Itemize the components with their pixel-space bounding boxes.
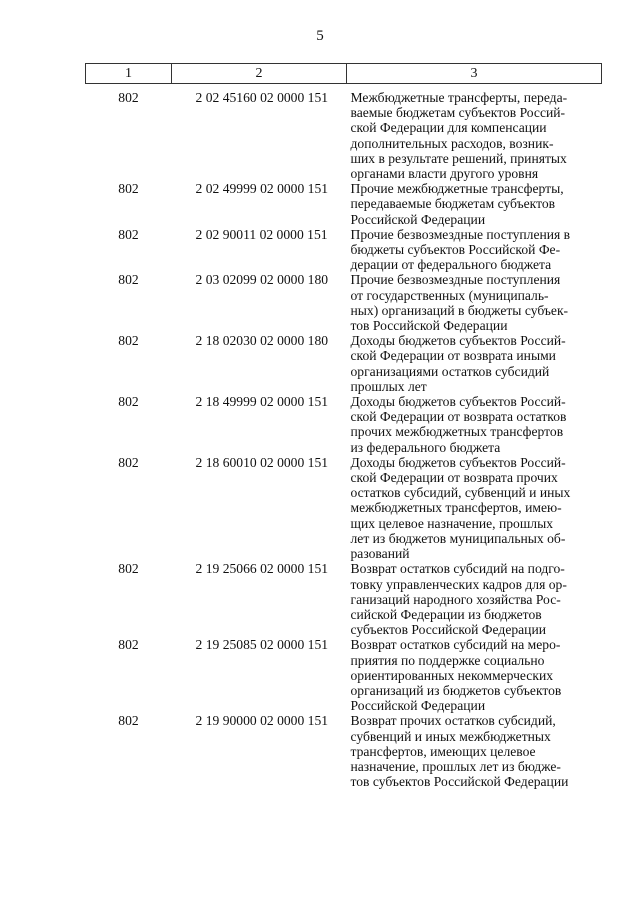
- income-code-cell: 2 19 90000 02 0000 151: [195, 713, 329, 729]
- income-name-line: трансфертов, имеющих целевое: [350, 743, 536, 759]
- income-name-cell: [347, 84, 602, 182]
- income-name-line: назначение, прошлых лет из бюдже-: [350, 758, 561, 774]
- income-name-line: Доходы бюджетов субъектов Россий-: [350, 394, 566, 410]
- income-name-line: сийской Федерации из бюджетов: [350, 606, 542, 622]
- column-header-1: 1: [86, 64, 172, 84]
- income-name-line: передаваемые бюджетам субъектов: [350, 196, 556, 212]
- income-name-line: организаций из бюджетов субъектов: [350, 682, 562, 698]
- income-name-line: дерации от федерального бюджета: [350, 257, 552, 273]
- table-row: [86, 455, 602, 561]
- income-name-cell: [347, 561, 602, 637]
- income-codes-table: [85, 63, 602, 789]
- table-row: [86, 713, 602, 789]
- admin-code-cell: 802: [118, 637, 139, 653]
- income-name-line: тов субъектов Российской Федерации: [350, 774, 569, 790]
- income-name-cell: [347, 272, 602, 333]
- income-name-line: ваемые бюджетам субъектов Россий-: [350, 105, 566, 121]
- income-name-line: ных) организаций в бюджеты субъек-: [350, 302, 569, 318]
- income-name-line: ской Федерации от возврата остатков: [350, 409, 567, 425]
- table-row: [86, 637, 602, 713]
- admin-code-cell: 802: [118, 394, 139, 410]
- admin-code-cell: 802: [118, 713, 139, 729]
- income-name-line: ориентированных некоммерческих: [350, 667, 554, 683]
- table-row: [86, 84, 602, 182]
- income-name-line: Возврат остатков субсидий на меро-: [350, 637, 561, 653]
- income-code-cell: 2 02 49999 02 0000 151: [195, 181, 329, 197]
- table-body: [86, 84, 602, 790]
- table-row: [86, 394, 602, 455]
- income-name-cell: [347, 394, 602, 455]
- admin-code-cell: 802: [118, 90, 139, 105]
- admin-code-cell: 802: [118, 181, 139, 197]
- income-name-line: Доходы бюджетов субъектов Россий-: [350, 454, 566, 470]
- income-name-line: Прочие безвозмездные поступления в: [350, 226, 571, 242]
- income-name-line: из федерального бюджета: [350, 439, 501, 455]
- admin-code-cell: 802: [118, 333, 139, 349]
- income-code-cell: 2 19 25085 02 0000 151: [195, 637, 329, 653]
- income-code-cell: 2 19 25066 02 0000 151: [195, 561, 329, 577]
- income-name-cell: [347, 713, 602, 789]
- table-header-row: [86, 64, 602, 84]
- income-name-line: разований: [350, 546, 410, 562]
- table-row: [86, 333, 602, 394]
- income-name-line: субъектов Российской Федерации: [350, 622, 547, 638]
- income-name-cell: [347, 227, 602, 273]
- income-name-line: ганизаций народного хозяйства Рос-: [350, 591, 561, 607]
- income-name-line: организациями остатков субсидий: [350, 363, 550, 379]
- admin-code-cell: 802: [118, 561, 139, 577]
- income-name-line: приятия по поддержке социально: [350, 652, 545, 668]
- income-name-line: Российской Федерации: [350, 211, 486, 227]
- admin-code-cell: 802: [118, 226, 139, 242]
- income-code-cell: 2 02 90011 02 0000 151: [195, 226, 328, 242]
- income-name-line: ской Федерации для компенсации: [350, 120, 547, 136]
- column-header-2: 2: [172, 64, 347, 84]
- income-name-line: ской Федерации от возврата иными: [350, 348, 556, 364]
- income-code-cell: 2 18 49999 02 0000 151: [195, 394, 329, 410]
- income-code-cell: 2 18 02030 02 0000 180: [195, 333, 329, 349]
- income-code-cell: 2 03 02099 02 0000 180: [195, 272, 329, 288]
- income-name-line: щих целевое назначение, прошлых: [350, 515, 554, 531]
- table-row: [86, 227, 602, 273]
- income-name-line: товку управленческих кадров для ор-: [350, 576, 567, 592]
- admin-code-cell: 802: [118, 272, 139, 288]
- income-name-line: тов Российской Федерации: [350, 318, 508, 334]
- income-name-cell: [347, 333, 602, 394]
- income-name-line: ших в результате решений, принятых: [350, 150, 567, 166]
- income-name-line: остатков субсидий, субвенций и иных: [350, 485, 571, 501]
- table-row: [86, 561, 602, 637]
- income-name-line: органами власти другого уровня: [350, 166, 539, 182]
- income-code-cell: 2 02 45160 02 0000 151: [195, 90, 329, 105]
- admin-code-cell: 802: [118, 454, 139, 470]
- column-header-3: 3: [347, 64, 602, 84]
- income-name-line: межбюджетных трансфертов, имею-: [350, 500, 562, 516]
- income-code-cell: 2 18 60010 02 0000 151: [195, 454, 329, 470]
- income-name-line: Прочие межбюджетные трансферты,: [350, 181, 564, 197]
- table-row: [86, 181, 602, 227]
- income-name-line: дополнительных расходов, возник-: [350, 135, 554, 151]
- income-name-cell: [347, 455, 602, 561]
- income-name-line: субвенций и иных межбюджетных: [350, 728, 551, 744]
- income-name-line: Возврат остатков субсидий на подго-: [350, 561, 565, 577]
- income-name-line: прочих межбюджетных трансфертов: [350, 424, 564, 440]
- income-name-cell: [347, 181, 602, 227]
- income-name-line: от государственных (муниципаль-: [350, 287, 549, 303]
- income-name-line: Прочие безвозмездные поступления: [350, 272, 561, 288]
- page-number: 5: [316, 28, 324, 44]
- income-name-line: Межбюджетные трансферты, переда-: [350, 90, 568, 105]
- income-name-line: Доходы бюджетов субъектов Россий-: [350, 333, 566, 349]
- income-name-line: Российской Федерации: [350, 698, 486, 714]
- income-name-line: бюджеты субъектов Российской Фе-: [350, 242, 561, 258]
- income-name-cell: [347, 637, 602, 713]
- income-name-line: ской Федерации от возврата прочих: [350, 470, 558, 486]
- income-name-line: лет из бюджетов муниципальных об-: [350, 530, 566, 546]
- income-name-line: Возврат прочих остатков субсидий,: [350, 713, 556, 729]
- income-name-line: прошлых лет: [350, 378, 427, 394]
- table-row: [86, 272, 602, 333]
